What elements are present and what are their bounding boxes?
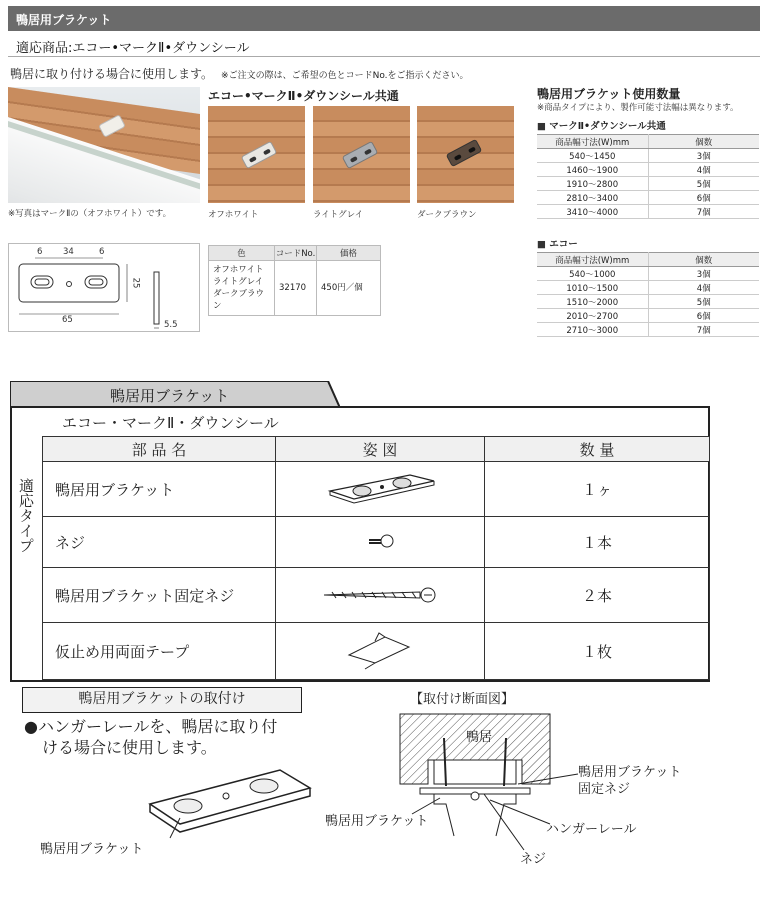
table-row: 1510〜2000 5個 [537, 295, 759, 309]
section-screw-label: ネジ [520, 852, 547, 867]
parts-tab-label: 鴨居用ブラケット [110, 387, 230, 405]
color-photo-offwhite [208, 106, 305, 203]
dim-height: 25 [130, 277, 141, 289]
dimension-drawing [8, 243, 200, 332]
usage-group-title-2: ■ エコー [537, 236, 578, 250]
table-row: 540〜1000 3個 [537, 267, 759, 281]
usage-table-2: 商品幅寸法(W)mm 個数 540〜1000 3個 1010〜1500 4個 1510〜2000 5個 2010〜2700 6個 2710〜3000 7個 [537, 252, 759, 337]
part-figure-4 [275, 622, 485, 680]
part-qty-4: １枚 [484, 622, 710, 680]
parts-header-name: 部 品 名 [42, 436, 276, 462]
color-label-offwhite: オフホワイト [208, 210, 259, 220]
part-qty-2: １本 [484, 516, 710, 568]
part-figure-3 [275, 567, 485, 623]
parts-table [10, 406, 710, 682]
part-figure-1 [275, 461, 485, 517]
section-title: 【取付け断面図】 [410, 692, 515, 707]
section-bracket-label: 鴨居用ブラケット [325, 814, 429, 829]
color-photo-lightgray [313, 106, 410, 203]
table-row: 2010〜2700 6個 [537, 309, 759, 323]
section-kamoi-label: 鴨居 [466, 730, 493, 745]
table-row: 2710〜3000 7個 [537, 323, 759, 337]
part-name-3: 鴨居用ブラケット固定ネジ [42, 567, 276, 623]
install-bracket-label: 鴨居用ブラケット [40, 842, 144, 857]
photo-caption: ※写真はマークⅡの（オフホワイト）です。 [8, 209, 172, 219]
section-leader-lines [400, 770, 600, 870]
table-row: 1010〜1500 4個 [537, 281, 759, 295]
product-photo [8, 87, 200, 203]
section-fix-screw-label: 鴨居用ブラケット 固定ネジ [578, 765, 682, 797]
table-row: 1910〜2800 5個 [537, 177, 759, 191]
page-header: 鴨居用ブラケット [8, 6, 760, 31]
install-bullet: ●ハンガーレールを、鴨居に取り付 ける場合に使用します。 [24, 717, 278, 757]
table-row: 540〜1450 3個 [537, 149, 759, 163]
section-rail-label: ハンガーレール [546, 822, 637, 837]
code-no: 32170 [275, 261, 317, 316]
dim-d1: 6 [37, 247, 43, 257]
part-name-4: 仮止め用両面テープ [42, 622, 276, 680]
price: 450円／個 [317, 261, 381, 316]
col-color: 色 [209, 246, 275, 261]
screw-figure [365, 532, 395, 552]
col-code: コードNo. [275, 246, 317, 261]
bracket-figure [320, 469, 440, 509]
part-name-2: ネジ [42, 516, 276, 568]
tape-figure [345, 631, 415, 671]
parts-header-figure: 姿 図 [275, 436, 485, 462]
intro [10, 65, 469, 82]
table-row: 1460〜1900 4個 [537, 163, 759, 177]
dim-d2: 34 [63, 247, 74, 257]
order-note: ※ご注文の際は、ご希望の色とコードNo.をご指示ください。 [221, 71, 469, 81]
color-label-lightgray: ライトグレイ [313, 210, 364, 220]
compat-title: エコー•マークⅡ•ダウンシール共通 [208, 89, 399, 103]
install-bracket-figure [140, 760, 330, 850]
intro-text: 鴨居に取り付ける場合に使用します。 [10, 67, 214, 81]
part-qty-3: ２本 [484, 567, 710, 623]
dim-d3: 6 [99, 247, 105, 257]
dim-thickness: 5.5 [164, 320, 178, 330]
side-label: 適応タイプ [17, 478, 35, 553]
color-list: オフホワイト ライトグレイ ダークブラウン [209, 261, 275, 316]
fixing-screw-figure [320, 585, 440, 605]
parts-tab [10, 381, 340, 408]
usage-note: ※商品タイプにより、製作可能寸法幅は異なります。 [537, 103, 739, 113]
col-price: 価格 [317, 246, 381, 261]
parts-header-qty: 数 量 [484, 436, 710, 462]
usage-table-1: 商品幅寸法(W)mm 個数 540〜1450 3個 1460〜1900 4個 1910〜2800 5個 2810〜3400 6個 3410〜4000 7個 [537, 134, 759, 219]
dim-width: 65 [62, 315, 73, 325]
part-qty-1: １ヶ [484, 461, 710, 517]
applicable-products: 適応商品:エコー•マークⅡ•ダウンシール [8, 31, 760, 57]
usage-group-title-1: ■ マークⅡ•ダウンシール共通 [537, 118, 666, 132]
color-label-darkbrown: ダークブラウン [417, 210, 477, 220]
part-name-1: 鴨居用ブラケット [42, 461, 276, 517]
table-row: 3410〜4000 7個 [537, 205, 759, 219]
part-figure-2 [275, 516, 485, 568]
usage-title: 鴨居用ブラケット使用数量 [537, 87, 681, 101]
product-label: エコー・マークⅡ・ダウンシール [62, 414, 279, 432]
install-title-box: 鴨居用ブラケットの取付け [22, 687, 302, 713]
color-code-table [208, 245, 381, 316]
table-row: 2810〜3400 6個 [537, 191, 759, 205]
color-photo-darkbrown [417, 106, 514, 203]
